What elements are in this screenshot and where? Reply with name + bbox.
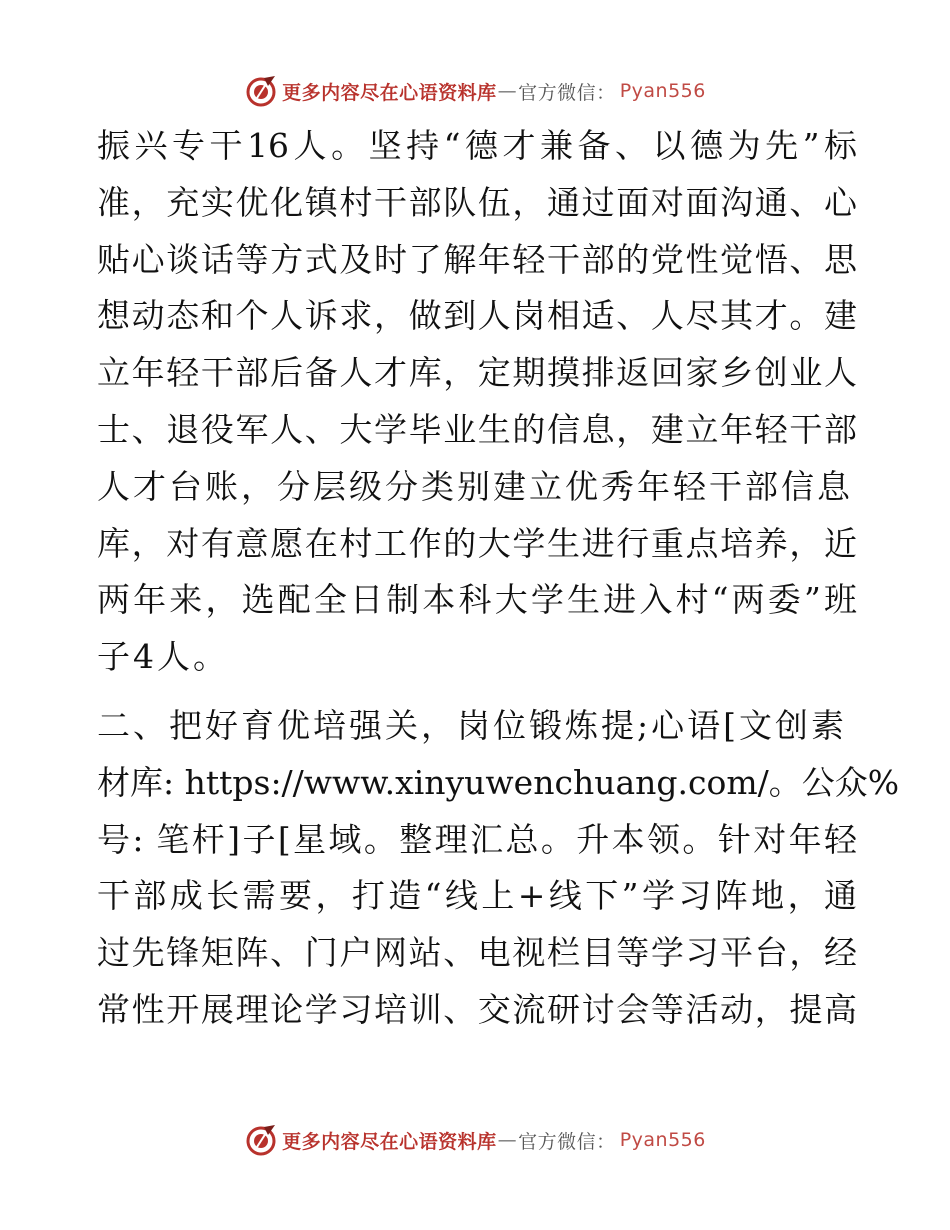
- text-line: 库，对有意愿在村工作的大学生进行重点培养，近: [97, 523, 857, 563]
- quill-circle-logo-icon: [244, 1123, 278, 1157]
- footer-banner: [0, 1120, 950, 1160]
- text-line: 贴心谈话等方式及时了解年轻干部的党性觉悟、思: [97, 239, 857, 279]
- text-line: 立年轻干部后备人才库，定期摸排返回家乡创业人: [97, 353, 857, 393]
- text-line: 号: 笔杆]子[星域。整理汇总。升本领。针对年轻: [97, 819, 857, 859]
- text-line: 二、把好育优培强关，岗位锻炼提;心语[文创素: [97, 705, 847, 745]
- text-line: 常性开展理论学习培训、交流研讨会等活动，提高: [97, 989, 857, 1029]
- paragraph-2: [97, 698, 900, 1039]
- banner-wechat-label: 官方微信：: [518, 81, 616, 104]
- banner-brand-text: 更多内容尽在心语资料库: [282, 1130, 497, 1153]
- text-line: 振兴专干16人。坚持“德才兼备、以德为先”标: [97, 126, 857, 165]
- text-line: 干部成长需要，打造“线上+线下”学习阵地，通: [97, 876, 857, 916]
- quill-circle-logo-icon: [244, 74, 278, 108]
- banner-wechat-label: 官方微信：: [518, 1130, 616, 1153]
- text-line: 准，充实优化镇村干部队伍，通过面对面沟通、心: [97, 182, 857, 222]
- header-banner: [0, 71, 950, 111]
- text-line: 两年来，选配全日制本科大学生进入村“两委”班: [97, 580, 857, 620]
- text-line: 想动态和个人诉求，做到人岗相适、人尽其才。建: [97, 296, 857, 336]
- paragraph-1: [97, 118, 857, 686]
- banner-brand-text: 更多内容尽在心语资料库: [282, 81, 497, 104]
- banner-dash: —: [497, 80, 518, 102]
- text-line: 士、退役军人、大学毕业生的信息，建立年轻干部: [97, 409, 857, 449]
- document-body: [97, 118, 900, 1039]
- text-line: 过先锋矩阵、门户网站、电视栏目等学习平台，经: [97, 933, 857, 973]
- paragraph-spacer: [97, 686, 857, 698]
- text-line: 人才台账，分层级分类别建立优秀年轻干部信息: [97, 466, 853, 506]
- text-line: 子4人。: [97, 637, 229, 677]
- text-line: 材库: https://www.xinyuwenchuang.com/。公众%: [97, 762, 900, 802]
- banner-wechat-id: Pyan556: [619, 1129, 706, 1151]
- banner-wechat-id: Pyan556: [619, 80, 706, 102]
- banner-dash: —: [497, 1129, 518, 1151]
